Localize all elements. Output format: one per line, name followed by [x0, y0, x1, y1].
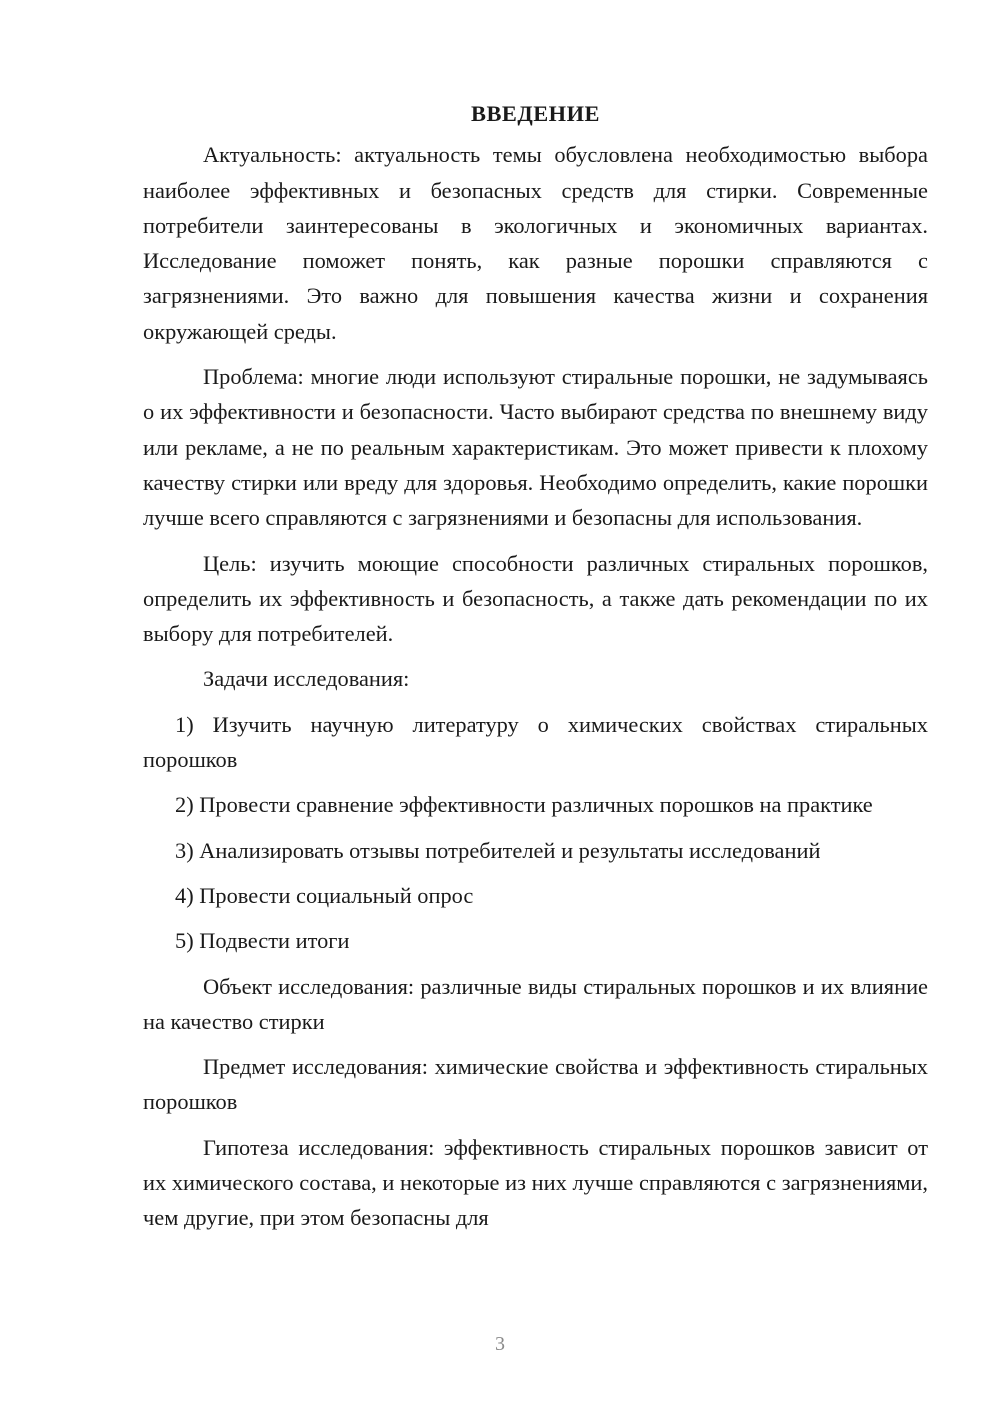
tasks-heading: Задачи исследования: — [203, 666, 410, 692]
paragraph-relevance: Актуальность: актуальность темы обусловлена необходимостью выбора наиболее эффективных и безопасных средств для стирки. Современные потребители заинтересованы в экологичных и экономичных вариантах. Исследование поможет понять, как разные порошки справляются с загрязнениями. Это важно для повышения качества жизни и сохранения окружающей среды. — [143, 142, 928, 344]
page-number: 3 — [495, 1333, 505, 1355]
paragraph-subject: Предмет исследования: химические свойства и эффективность стиральных порошков — [143, 1054, 928, 1115]
paragraph-problem: Проблема: многие люди используют стиральные порошки, не задумываясь о их эффективности и безопасности. Часто выбирают средства по внешнему виду или рекламе, а не по реальным характеристикам. Это может привести к плохому качеству стирки или вреду для здоровья. Необходимо определить, какие порошки лучше всего справляются с загрязнениями и безопасны для использования. — [143, 364, 928, 531]
task-item-2: 2) Провести сравнение эффективности различных порошков на практике — [175, 792, 873, 818]
document-page — [143, 96, 928, 1246]
paragraph-hypothesis: Гипотеза исследования: эффективность стиральных порошков зависит от их химического состава, и некоторые из них лучше справляются с загрязнениями, чем другие, при этом безопасны для — [143, 1134, 928, 1231]
paragraph-object: Объект исследования: различные виды стиральных порошков и их влияние на качество стирки — [143, 973, 928, 1034]
task-item-5: 5) Подвести итоги — [175, 928, 350, 954]
task-item-4: 4) Провести социальный опрос — [175, 882, 474, 908]
paragraph-goal: Цель: изучить моющие способности различных стиральных порошков, определить их эффективность и безопасность, а также дать рекомендации по их выбору для потребителей. — [143, 550, 928, 647]
page-title: ВВЕДЕНИЕ — [471, 101, 600, 126]
task-item-3: 3) Анализировать отзывы потребителей и результаты исследований — [175, 837, 821, 863]
task-item-1: 1) Изучить научную литературу о химических свойствах стиральных порошков — [143, 711, 928, 773]
